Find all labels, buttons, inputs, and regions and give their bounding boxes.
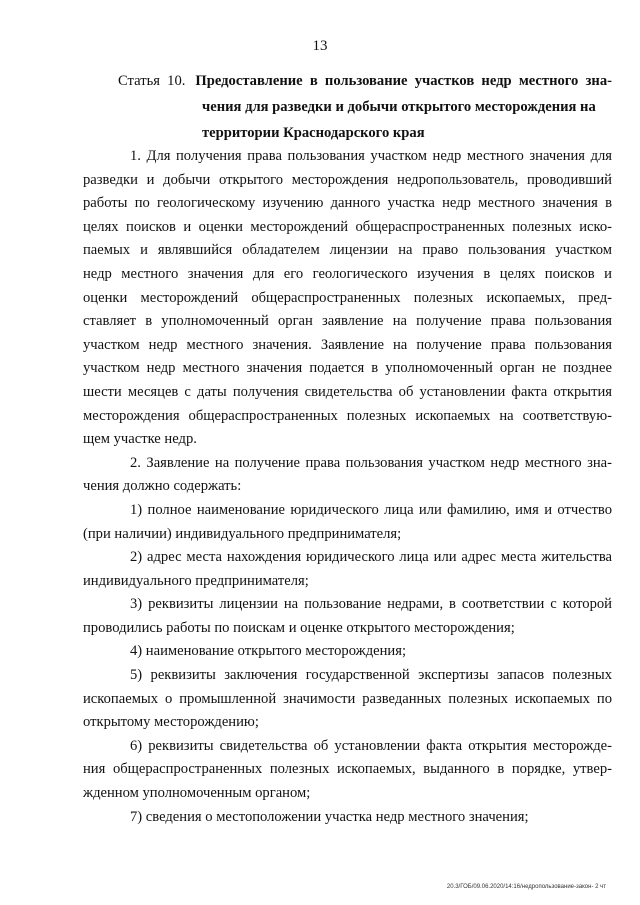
page-number: 13: [312, 38, 328, 54]
text-line: открытому месторождению;: [83, 714, 259, 731]
article-title-line: Предоставление в пользование участков недр местного зна-: [195, 73, 612, 89]
text-line: индивидуального предпринимателя;: [83, 572, 309, 589]
text-line: 1) полное наименование юридического лица или фамилию, имя и отчество: [130, 501, 612, 518]
article-title-line: чения для разведки и добычи открытого месторождения на: [202, 99, 596, 115]
text-line: ископаемых о промышленной значимости разведанных полезных ископаемых по: [83, 690, 612, 707]
text-line: работы по геологическому изучению данного участка недр местного значения в: [83, 195, 612, 212]
document-footer: 20.3/ГОБ/09.06.2020/14:16/недропользование-закон- 2 чт: [446, 884, 606, 890]
text-line: 2) адрес места нахождения юридического лица или адрес места жительства: [130, 549, 612, 566]
text-line: 5) реквизиты заключения государственной экспертизы запасов полезных: [130, 667, 612, 684]
article-title-line: территории Краснодарского края: [202, 125, 425, 141]
article-body: [83, 145, 612, 829]
text-line: (при наличии) индивидуального предпринимателя;: [83, 525, 402, 542]
text-line: 1. Для получения права пользования участком недр местного значения для: [130, 148, 612, 164]
text-line: участком недр местного значения подается в уполномоченный орган не позднее: [83, 360, 612, 377]
text-line: участком недр местного значения. Заявление на получение права пользования: [83, 336, 612, 353]
text-line: ния общераспространенных полезных ископаемых, выданного в порядке, утвер-: [83, 761, 612, 778]
text-line: шести месяцев с даты получения свидетельства об установлении факта открытия: [83, 383, 612, 400]
article-label: Статья 10.: [118, 73, 186, 89]
text-line: проводились работы по поискам и оценке открытого месторождения;: [83, 619, 515, 636]
text-line: разведки и добычи открытого месторождения недропользователь, проводивший: [83, 171, 612, 188]
article-heading: [118, 68, 612, 146]
text-line: 4) наименование открытого месторождения;: [130, 643, 407, 660]
text-line: щем участке недр.: [83, 431, 197, 448]
text-line: жденном уполномоченным органом;: [83, 785, 311, 802]
text-line: недр местного значения для его геологического изучения в целях поисков и: [83, 265, 612, 282]
text-line: 2. Заявление на получение права пользования участком недр местного зна-: [130, 454, 612, 471]
text-line: месторождения общераспространенных полезных ископаемых на соответствую-: [83, 407, 612, 424]
text-line: паемых и являвшийся обладателем лицензии на право пользования участком: [83, 242, 612, 259]
text-line: 7) сведения о местоположении участка недр местного значения;: [130, 808, 529, 825]
text-line: чения должно содержать:: [83, 478, 242, 495]
text-line: ставляет в уполномоченный орган заявление на получение права пользования: [83, 313, 612, 330]
article-heading-line-1: [118, 68, 612, 94]
text-line: оценки месторождений общераспространенных полезных ископаемых, пред-: [83, 289, 612, 306]
text-line: 6) реквизиты свидетельства об установлении факта открытия месторожде-: [130, 737, 612, 754]
text-line: целях поисков и оценки месторождений общераспространенных полезных иско-: [83, 218, 612, 235]
text-line: 3) реквизиты лицензии на пользование недрами, в соответствии с которой: [130, 596, 612, 613]
